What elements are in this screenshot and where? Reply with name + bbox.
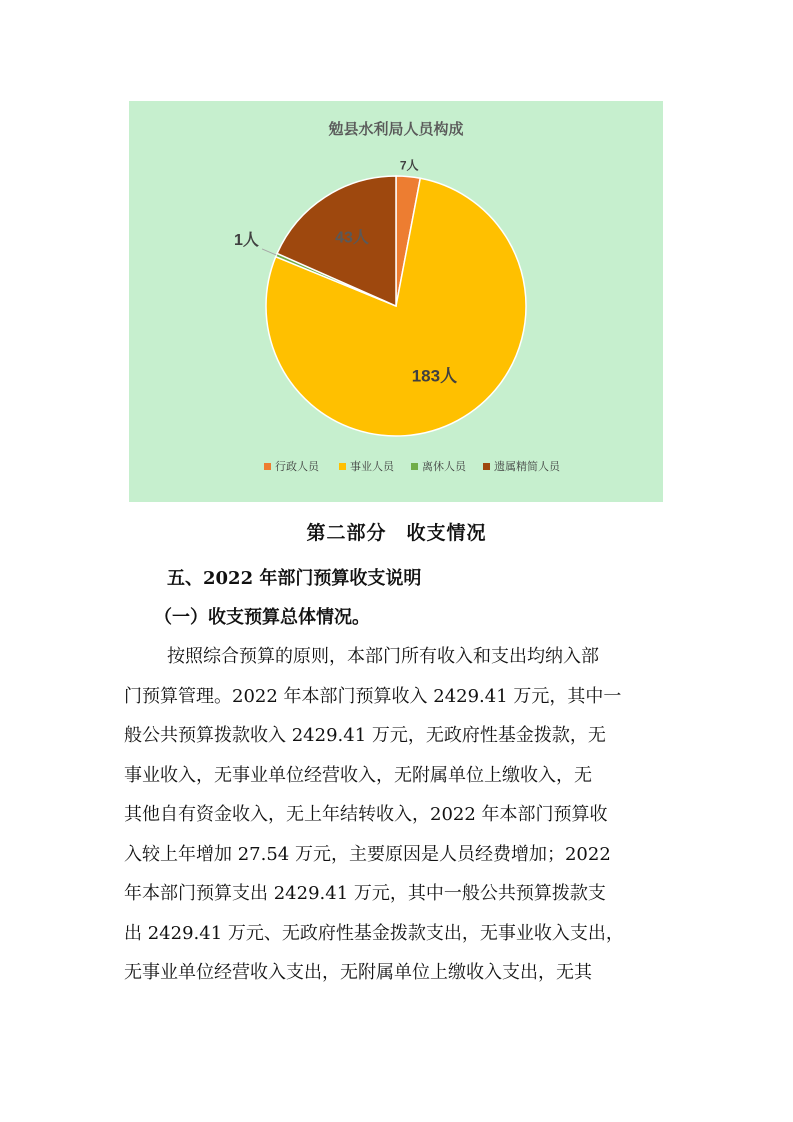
legend-swatch-4: [483, 463, 490, 470]
legend-label-1: 行政人员: [275, 460, 319, 473]
paragraph-line: 门预算管理。2022 年本部门预算收入 2429.41 万元，其中一: [124, 685, 622, 707]
data-label-4: 43人: [335, 229, 369, 247]
legend-swatch-3: [411, 463, 418, 470]
paragraph-line: 入较上年增加 27.54 万元，主要原因是人员经费增加；2022: [124, 843, 611, 865]
paragraph-line: 般公共预算拨款收入 2429.41 万元，无政府性基金拨款，无: [124, 725, 606, 746]
data-label-1: 7人: [399, 158, 419, 173]
legend-label-3: 离休人员: [422, 460, 466, 473]
paragraph-line: 出 2429.41 万元、无政府性基金拨款支出，无事业收入支出，: [124, 922, 624, 944]
paragraph-line: 事业收入，无事业单位经营收入，无附属单位上缴收入，无: [124, 764, 592, 786]
pie-chart: [129, 101, 663, 502]
paragraph-line: 无事业单位经营收入支出，无附属单位上缴收入支出，无其: [124, 962, 592, 983]
paragraph-line: 其他自有资金收入，无上年结转收入，2022 年本部门预算收: [124, 804, 608, 825]
body-paragraph: [124, 637, 684, 993]
legend-swatch-1: [264, 463, 271, 470]
section-title: 第二部分 收支情况: [306, 522, 487, 544]
chart-title: 勉县水利局人员构成: [328, 121, 464, 138]
paragraph-line: 按照综合预算的原则，本部门所有收入和支出均纳入部: [167, 646, 599, 667]
leader-line: [262, 249, 276, 255]
legend-swatch-2: [339, 463, 346, 470]
legend-label-4: 遗属精简人员: [494, 460, 560, 473]
heading-overall-situation: （一）收支预算总体情况。: [154, 607, 370, 628]
data-label-3: 1人: [234, 232, 259, 250]
data-label-2: 183人: [411, 366, 458, 386]
legend-label-2: 事业人员: [350, 460, 394, 473]
pie-chart-svg: [129, 101, 663, 502]
heading-budget-explanation: 五、2022 年部门预算收支说明: [167, 568, 422, 589]
paragraph-line: 年本部门预算支出 2429.41 万元，其中一般公共预算拨款支: [124, 883, 606, 904]
